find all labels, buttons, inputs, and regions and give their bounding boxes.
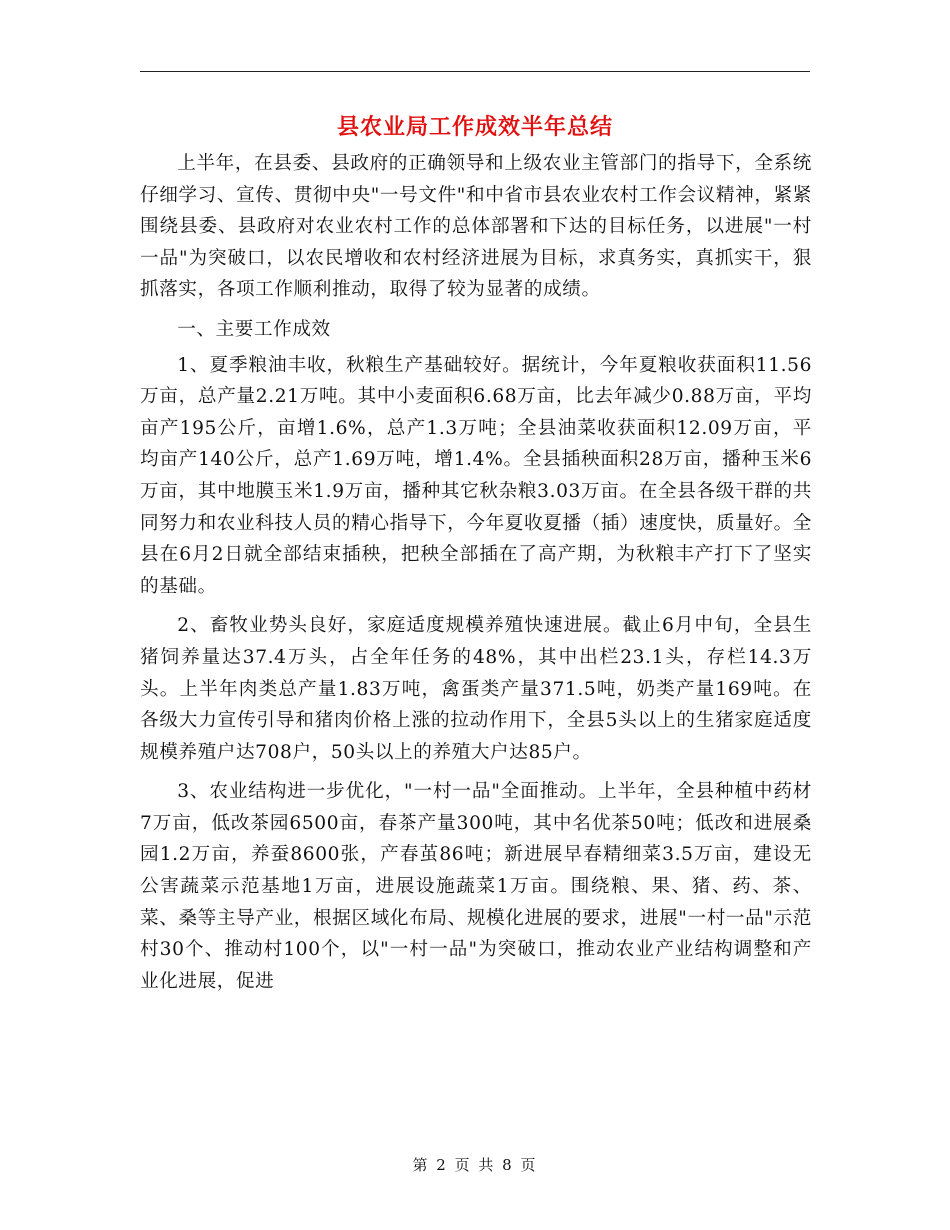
intro-paragraph: 上半年，在县委、县政府的正确领导和上级农业主管部门的指导下，全系统仔细学习、宣传、贯彻中央"一号文件"和中省市县农业农村工作会议精神，紧紧围绕县委、县政府对农业农村工作的总体部署和下达的目标任务，以进展"一村一品"为突破口，以农民增收和农村经济进展为目标，求真务实，真抓实干，狠抓落实，各项工作顺利推动，取得了较为显著的成绩。 [140, 153, 812, 301]
document-title: 县农业局工作成效半年总结 [336, 114, 613, 140]
item-2-paragraph: 2、畜牧业势头良好，家庭适度规模养殖快速进展。截止6月中旬，全县生猪饲养量达37.4万头，占全年任务的48%，其中出栏23.1头，存栏14.3万头。上半年肉类总产量1.83万吨，禽蛋类产量371.5吨，奶类产量169吨。在各级大力宣传引导和猪肉价格上涨的拉动作用下，全县5头以上的生猪家庭适度规模养殖户达708户，50头以上的养殖大户达85户。 [140, 615, 812, 763]
page-footer: 第 2 页 共 8 页 [412, 1156, 538, 1174]
header-rule [140, 71, 810, 72]
document-body [140, 148, 812, 1005]
item-1-paragraph: 1、夏季粮油丰收，秋粮生产基础较好。据统计，今年夏粮收获面积11.56万亩，总产量2.21万吨。其中小麦面积6.68万亩，比去年减少0.88万亩，平均亩产195公斤，亩增1.6%，总产1.3万吨；全县油菜收获面积12.09万亩，平均亩产140公斤，总产1.69万吨，增1.4%。全县插秧面积28万亩，播种玉米6万亩，其中地膜玉米1.9万亩，播种其它秋杂粮3.03万亩。在全县各级干群的共同努力和农业科技人员的精心指导下，今年夏收夏播（插）速度快，质量好。全县在6月2日就全部结束插秧，把秧全部插在了高产期，为秋粮丰产打下了坚实的基础。 [140, 354, 812, 597]
section-heading: 一、主要工作成效 [177, 318, 331, 340]
item-3-paragraph: 3、农业结构进一步优化，"一村一品"全面推动。上半年，全县种植中药材7万亩，低改茶园6500亩，春茶产量300吨，其中名优茶50吨；低改和进展桑园1.2万亩，养蚕8600张，产春茧86吨；新进展早春精细菜3.5万亩，建设无公害蔬菜示范基地1万亩，进展设施蔬菜1万亩。围绕粮、果、猪、药、茶、菜、桑等主导产业，根据区域化布局、规模化进展的要求，进展"一村一品"示范村30个、推动村100个，以"一村一品"为突破口，推动农业产业结构调整和产业化进展，促进 [140, 781, 812, 992]
